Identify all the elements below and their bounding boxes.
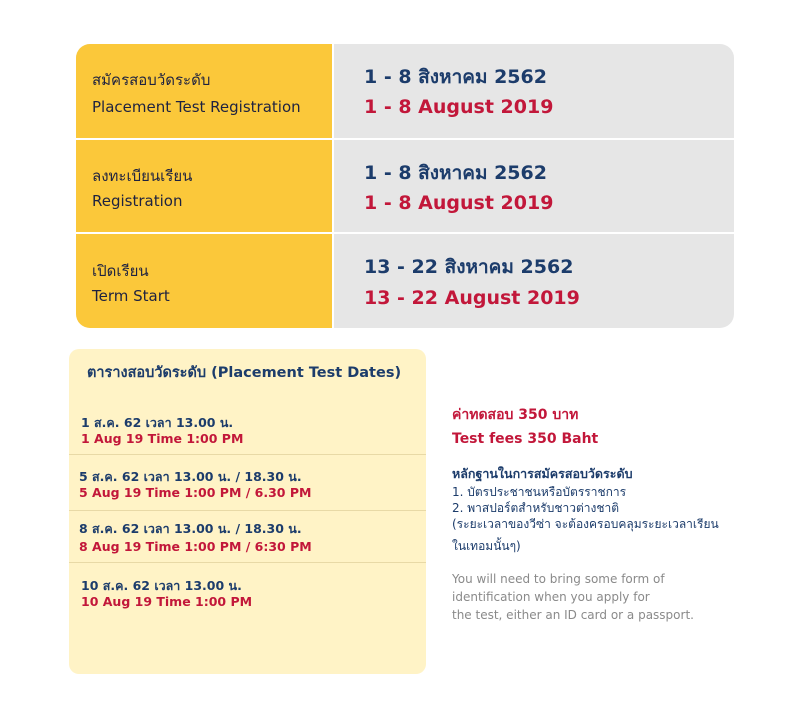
label-english: Registration [92,192,183,210]
label-english: Placement Test Registration [92,98,301,116]
required-document-line: 1. บัตรประชาชนหรือบัตรราชการ [452,485,627,499]
schedule-row-label [76,140,334,232]
label-english: Term Start [92,287,170,305]
date-thai: 1 - 8 สิงหาคม 2562 [364,162,547,184]
schedule-row-label [76,234,334,328]
test-date-divider [69,454,426,455]
test-date-divider [69,562,426,563]
placement-test-dates-panel [69,349,426,674]
placement-test-dates-title: ตารางสอบวัดระดับ (Placement Test Dates) [87,365,402,381]
label-thai: สมัครสอบวัดระดับ [92,71,211,89]
identification-note [452,570,742,624]
required-document-line: 2. พาสปอร์ตสำหรับชาวต่างชาติ [452,501,620,515]
test-date-thai: 5 ส.ค. 62 เวลา 13.00 น. / 18.30 น. [79,469,302,484]
test-fee-thai: ค่าทดสอบ 350 บาท [452,407,579,423]
test-date-english: 5 Aug 19 Time 1:00 PM / 6.30 PM [79,485,312,500]
label-thai: เปิดเรียน [92,262,149,280]
test-date-english: 10 Aug 19 Time 1:00 PM [81,594,253,609]
date-thai: 1 - 8 สิงหาคม 2562 [364,66,547,88]
test-date-thai: 1 ส.ค. 62 เวลา 13.00 น. [81,415,234,430]
schedule-row-label [76,44,334,138]
identification-note-line: identification when you apply for [452,590,650,604]
test-date-english: 8 Aug 19 Time 1:00 PM / 6:30 PM [79,539,312,554]
test-date-english: 1 Aug 19 Time 1:00 PM [81,431,244,446]
schedule-row-dates [334,234,734,328]
schedule-row-term-start [76,234,734,328]
date-english: 1 - 8 August 2019 [364,96,554,118]
test-date-thai: 10 ส.ค. 62 เวลา 13.00 น. [81,578,242,593]
schedule-row-placement-registration [76,44,734,138]
identification-note-line: the test, either an ID card or a passport. [452,608,694,622]
required-document-line: ในเทอมนั้นๆ) [452,539,521,553]
schedule-row-dates [334,140,734,232]
date-thai: 13 - 22 สิงหาคม 2562 [364,256,574,278]
date-english: 1 - 8 August 2019 [364,192,554,214]
required-document-line: (ระยะเวลาของวีซ่า จะต้องครอบคลุมระยะเวลาเรียน [452,517,719,531]
test-fee-english: Test fees 350 Baht [452,431,599,447]
label-thai: ลงทะเบียนเรียน [92,167,193,185]
identification-note-line: You will need to bring some form of [452,572,665,586]
required-documents-title: หลักฐานในการสมัครสอบวัดระดับ [452,466,633,481]
test-date-divider [69,510,426,511]
schedule-row-registration [76,140,734,232]
schedule-table [76,44,734,328]
date-english: 13 - 22 August 2019 [364,287,580,309]
schedule-row-dates [334,44,734,138]
test-date-thai: 8 ส.ค. 62 เวลา 13.00 น. / 18.30 น. [79,521,302,536]
